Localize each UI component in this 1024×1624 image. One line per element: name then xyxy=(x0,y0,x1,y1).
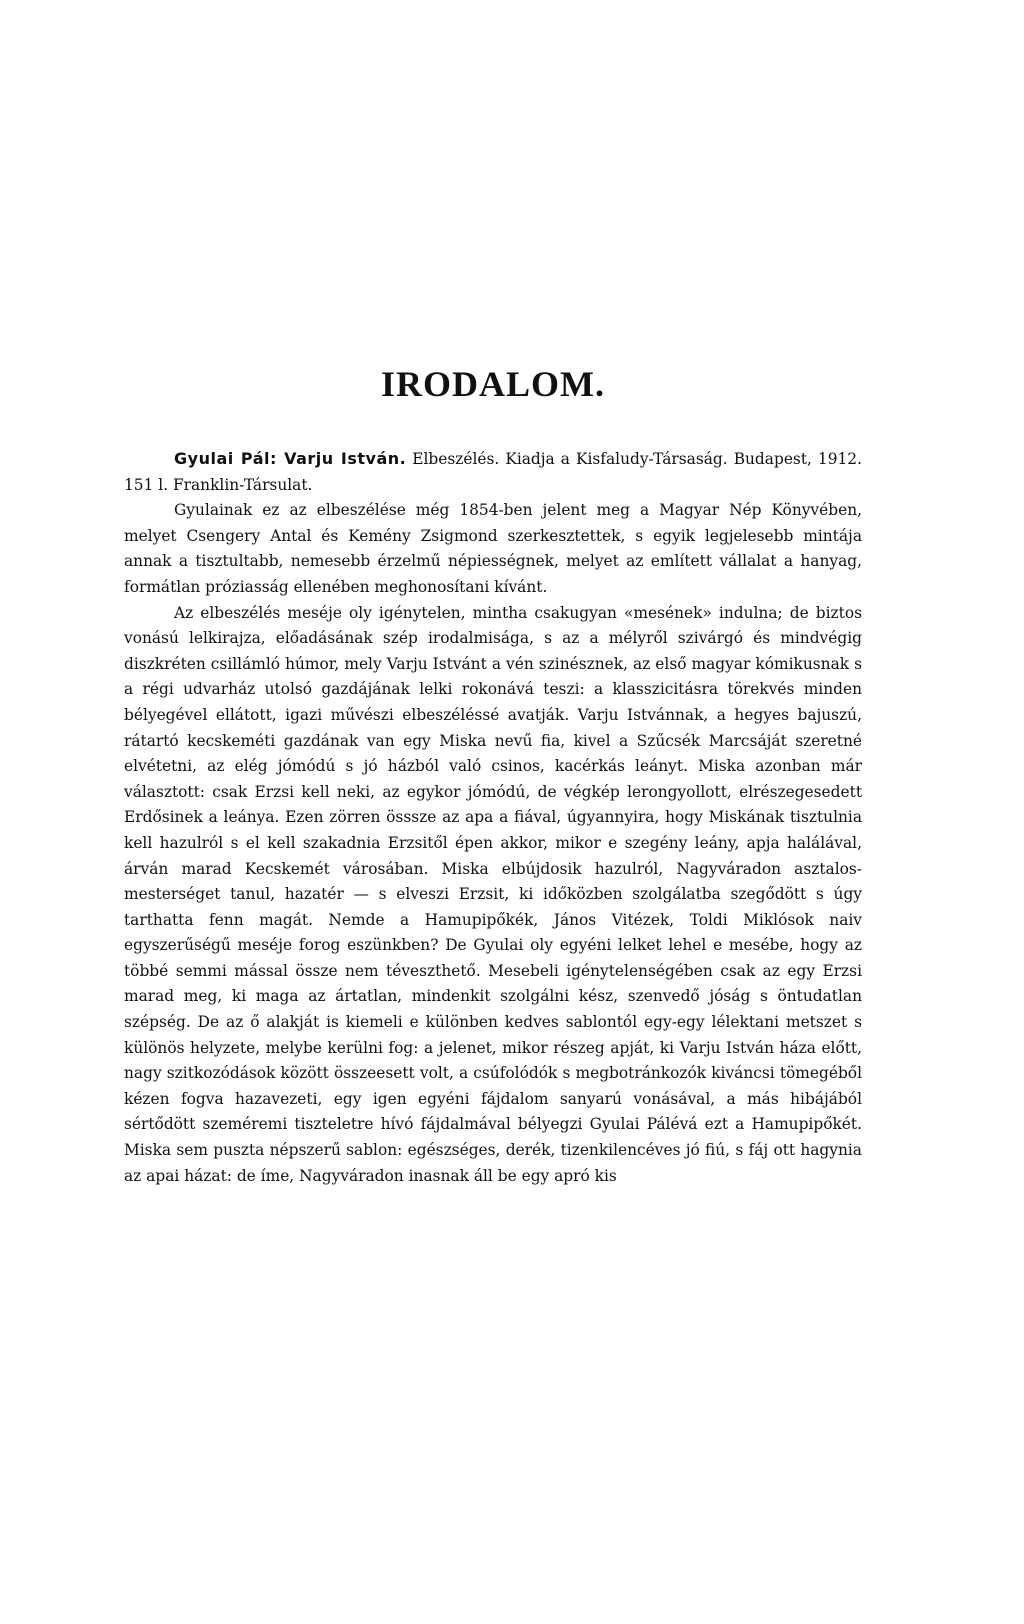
page xyxy=(124,362,862,1189)
section-title: IRODALOM. xyxy=(381,364,605,404)
review-author-title: Gyulai Pál: Varju István. xyxy=(174,449,407,468)
review-bibliography: Elbeszélés. Kiadja a Kisfaludy-Társaság. Budapest, 1912. 151 l. Franklin-Társulat. xyxy=(124,450,862,494)
paragraph-1: Gyulainak ez az elbeszélése még 1854-ben jelent meg a Magyar Nép Könyvében, melyet Csengery Antal és Kemény Zsigmond szerkesztettek, s egyik legjelesebb mintája annak a tisztultabb, nemesebb érzelmű népiességnek, melyet az említett vállalat a hanyag, formátlan próziasság ellenében meghonosítani kívánt. xyxy=(124,501,862,596)
review-heading xyxy=(124,446,862,498)
paragraph-2: Az elbeszélés meséje oly igénytelen, mintha csakugyan «mesének» indulna; de biztos vonású lelkirajza, előadásának szép irodalmisága, s az a mélyről szivárgó és mindvégig diszkréten csillámló húmor, mely Varju Istvánt a vén szinésznek, az első magyar kómikusnak s a régi udvarház utolsó gazdájának lelki rokonává teszi: a klasszicitásra törekvés minden bélyegével ellátott, igazi művészi elbeszéléssé avatják. Varju Istvánnak, a hegyes bajuszú, rátartó kecskeméti gazdának van egy Miska nevű fia, kivel a Szűcsék Marcsáját szeretné elvétetni, az elég jómódú s jó házból való csinos, kacérkás leányt. Miska azonban már választott: csak Erzsi kell neki, az egykor jómódú, de végkép lerongyollott, elrészegesedett Erdősinek a leánya. Ezen zörren össsze az apa a fiával, úgyannyira, hogy Miskának tisztulnia kell hazulról s el kell szakadnia Erzsitől épen akkor, mikor e szegény leány, apja halálával, árván marad Kecskemét városában. Miska elbújdosik hazulról, Nagyváradon asztalos-mesterséget tanul, hazatér — s elveszi Erzsit, ki időközben szolgálatba szegődött s úgy tarthatta fenn magát. Nemde a Hamupipőkék, János Vitézek, Toldi Miklósok naiv egyszerűségű meséje forog eszünkben? De Gyulai oly egyéni lelket lehel e mesébe, hogy az többé semmi mással össze nem téveszthető. Mesebeli igénytelenségében csak az egy Erzsi marad meg, ki maga az ártatlan, mindenkit szolgálni kész, szenvedő jóság s öntudatlan szépség. De az ő alakját is kiemeli e különben kedves sablontól egy-egy lélektani metszet s különös helyzete, melybe kerülni fog: a jelenet, mikor részeg apját, ki Varju István háza előtt, nagy szitkozódások között összeesett volt, a csúfolódók s megbotránkozók kiváncsi tömegéből kézen fogva hazavezeti, egy igen egyéni fájdalom sanyarú vonásával, a más hibájából sértődött szeméremi tiszteletre hívó fájdalmával bélyegzi Gyulai Pálévá ezt a Hamupipőkét. Miska sem puszta népszerű sablon: egészséges, derék, tizenkilencéves jó fiú, s fáj ott hagynia az apai házat: de íme, Nagyváradon inasnak áll be egy apró kis xyxy=(124,603,862,1185)
